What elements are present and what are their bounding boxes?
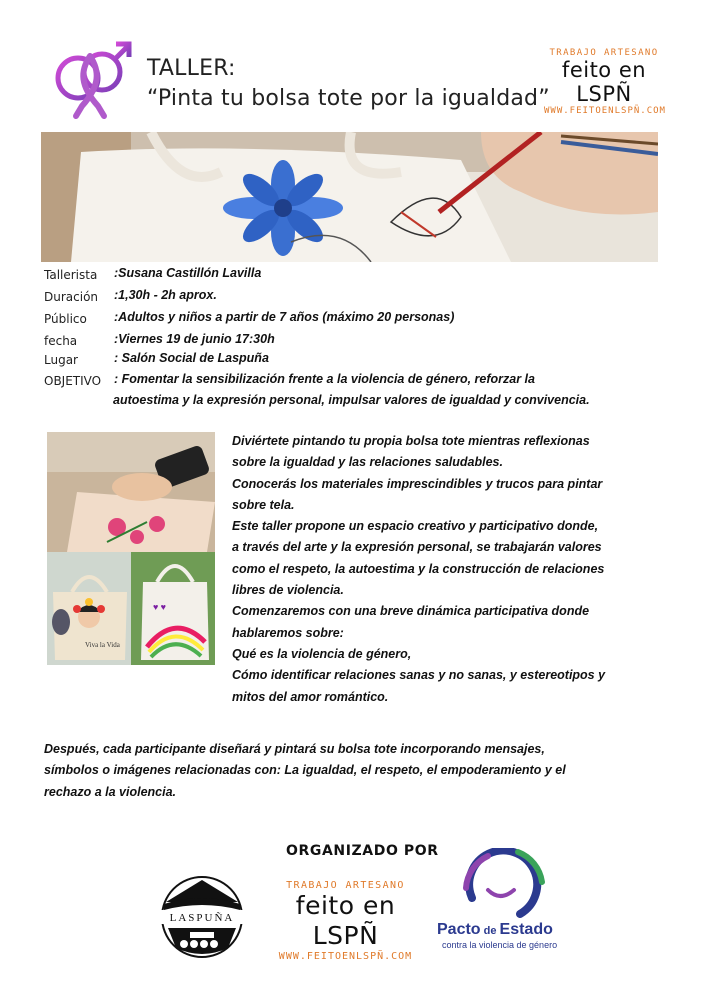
organized-by-heading: ORGANIZADO POR: [286, 843, 439, 859]
feito-logo-header: [544, 48, 664, 116]
info-value-objetivo: : Fomentar la sensibilización frente a la violencia de género, reforzar la: [114, 372, 535, 386]
logo-wordmark: feito en LSPÑ: [561, 58, 647, 106]
laspuna-logo: [150, 874, 254, 960]
description-line: Cómo identificar relaciones sanas y no sanas, y estereotipos y: [232, 668, 606, 683]
info-value-objetivo-cont: autoestima y la expresión personal, impulsar valores de igualdad y convivencia.: [113, 393, 590, 407]
pacto-word: Pacto: [437, 921, 481, 938]
logo-wordmark: feito en LSPÑ: [295, 891, 396, 950]
info-value-tallerista: :Susana Castillón Lavilla: [114, 266, 262, 280]
equality-ribbon-logo: [40, 36, 136, 126]
pacto-subtitle: contra la violencia de género: [442, 940, 558, 950]
after-line: símbolos o imágenes relacionadas con: La igualdad, el respeto, el empoderamiento y el: [44, 763, 566, 778]
logo-tagline: TRABAJO ARTESANO: [286, 880, 405, 891]
after-line: Después, cada participante diseñará y pintará su bolsa tote incorporando mensajes,: [44, 742, 545, 756]
description-text: [232, 431, 672, 708]
after-line: rechazo a la violencia.: [44, 784, 177, 799]
after-text: [44, 739, 674, 803]
hero-photo-painting-bag: [41, 132, 658, 262]
bag-caption: Viva la Vida: [85, 641, 120, 649]
info-label-tallerista: Tallerista: [44, 268, 98, 282]
info-label-fecha: fecha: [44, 334, 78, 348]
description-line: Diviértete pintando tu propia bolsa tote mientras reflexionas: [232, 434, 590, 448]
svg-text:♥ ♥: ♥ ♥: [153, 602, 166, 612]
description-line: como el respeto, la autoestima y la construcción de relaciones: [232, 561, 605, 576]
info-label-lugar: Lugar: [44, 353, 78, 367]
description-line: sobre la igualdad y las relaciones saludables.: [232, 455, 503, 470]
description-line: libres de violencia.: [232, 583, 344, 598]
info-value-duracion: :1,30h - 2h aprox.: [114, 288, 217, 302]
info-label-duracion: Duración: [44, 290, 99, 304]
info-value-fecha: :Viernes 19 de junio 17:30h: [114, 332, 275, 346]
pacto-estado-word: Estado: [499, 921, 553, 938]
feito-logo-footer: [278, 880, 413, 962]
laspuna-wordmark: LASPUÑA: [169, 912, 235, 924]
info-label-publico: Público: [44, 312, 87, 326]
description-line: sobre tela.: [232, 497, 295, 512]
logo-url: WWW.FEITOENLSPÑ.COM: [544, 106, 666, 116]
description-line: mitos del amor romántico.: [232, 689, 389, 704]
title-line-2: “Pinta tu bolsa tote por la igualdad”: [147, 86, 550, 111]
collage-photo-painted-bags: [47, 432, 215, 665]
info-value-lugar: : Salón Social de Laspuña: [114, 351, 269, 365]
title-line-1: TALLER:: [147, 56, 236, 81]
description-line: Conocerás los materiales imprescindibles y trucos para pintar: [232, 476, 603, 491]
pacto-title: [437, 921, 553, 939]
workshop-title: [147, 54, 550, 114]
info-label-objetivo: OBJETIVO: [44, 374, 102, 388]
description-line: Este taller propone un espacio creativo y participativo donde,: [232, 519, 599, 534]
description-line: hablaremos sobre:: [232, 625, 344, 640]
logo-url: WWW.FEITOENLSPÑ.COM: [278, 951, 413, 962]
description-line: Qué es la violencia de género,: [232, 646, 412, 661]
logo-tagline: TRABAJO ARTESANO: [549, 48, 659, 58]
pacto-de-estado-logo: [458, 848, 548, 920]
description-line: Comenzaremos con una breve dinámica participativa donde: [232, 604, 590, 619]
description-line: a través del arte y la expresión personal, se trabajarán valores: [232, 540, 602, 555]
pacto-de-word: de: [480, 925, 500, 937]
info-value-publico: :Adultos y niños a partir de 7 años (máximo 20 personas): [114, 310, 455, 324]
